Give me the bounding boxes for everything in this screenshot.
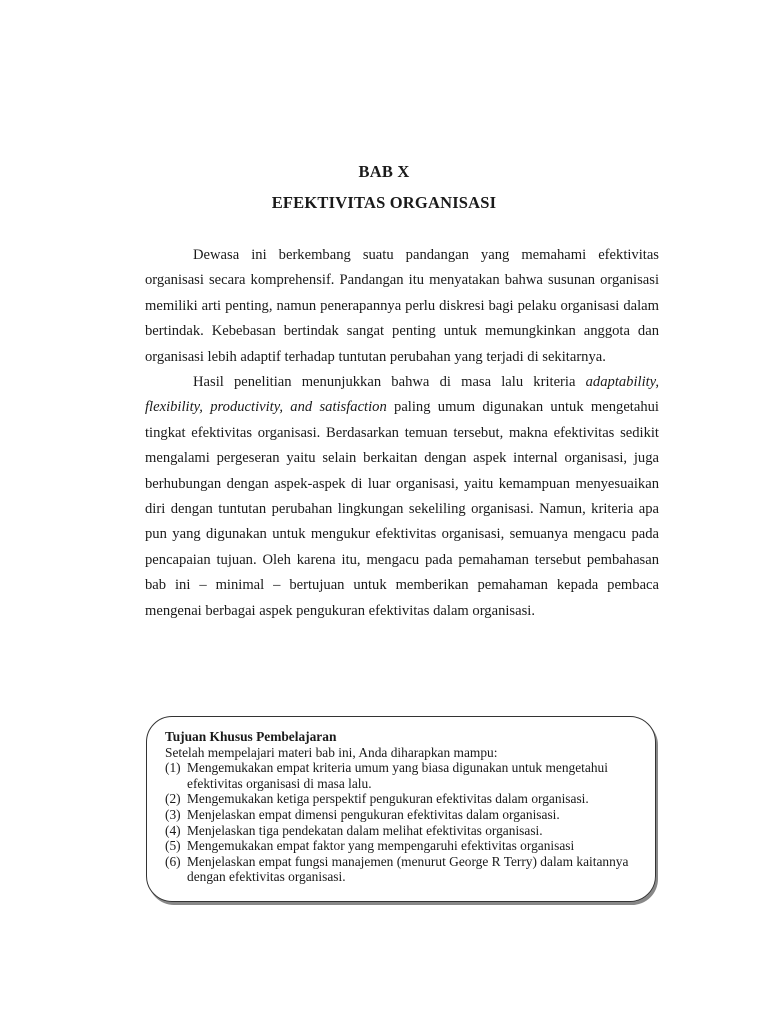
- objective-text: Menjelaskan tiga pendekatan dalam melihat efektivitas organisasi.: [187, 822, 543, 838]
- objective-text: Menjelaskan empat fungsi manajemen (menurut George R Terry) dalam kaitannya dengan efektivitas organisasi.: [187, 853, 629, 885]
- objective-marker: (6): [165, 853, 181, 869]
- objective-marker: (5): [165, 838, 181, 854]
- objective-text: Mengemukakan ketiga perspektif pengukuran efektivitas dalam organisasi.: [187, 791, 589, 807]
- objective-item: [165, 791, 637, 807]
- objective-text: Mengemukakan empat kriteria umum yang biasa digunakan untuk mengetahui efektivitas organisasi di masa lalu.: [187, 760, 608, 791]
- paragraph-2-criteria: adaptability, flexibility, productivity, and satisfaction: [145, 374, 659, 416]
- objectives-list: [165, 760, 637, 885]
- objectives-heading: Tujuan Khusus Pembelajaran: [165, 729, 337, 744]
- objective-item: [165, 854, 637, 885]
- objective-text: Menjelaskan empat dimensi pengukuran efektivitas dalam organisasi.: [187, 806, 560, 822]
- paragraph-2: [145, 370, 659, 624]
- objective-marker: (4): [165, 822, 181, 838]
- objective-item: [165, 807, 637, 823]
- objective-marker: (1): [165, 760, 181, 776]
- body-text: [145, 243, 659, 624]
- paragraph-1: Dewasa ini berkembang suatu pandangan yang memahami efektivitas organisasi secara komprehensif. Pandangan itu menyatakan bahwa susunan organisasi memiliki arti penting, namun penerapannya perlu diskresi bagi pelaku organisasi dalam bertindak. Kebebasan bertindak sangat penting untuk memungkinkan anggota dan organisasi lebih adaptif terhadap tuntutan perubahan yang terjadi di sekitarnya.: [145, 247, 659, 365]
- objective-marker: (2): [165, 791, 181, 807]
- learning-objectives-box: [146, 716, 656, 902]
- objective-text: Mengemukakan empat faktor yang mempengaruhi efektivitas organisasi: [187, 838, 575, 854]
- objective-marker: (3): [165, 806, 181, 822]
- objective-item: [165, 760, 637, 791]
- paragraph-2-rest: paling umum digunakan untuk mengetahui tingkat efektivitas organisasi. Berdasarkan temuan tersebut, makna efektivitas sedikit mengalami pergeseran yaitu selain berkaitan dengan aspek internal organisasi, juga berhubungan dengan aspek-aspek di luar organisasi, yaitu kemampuan menyesuaikan diri dengan tuntutan perubahan lingkungan sekeliling organisasi. Namun, kriteria apa pun yang digunakan untuk mengukur efektivitas organisasi, semuanya mengacu pada pencapaian tujuan. Oleh karena itu, mengacu pada pemahaman tersebut pembahasan bab ini – minimal – bertujuan untuk memberikan pemahaman kepada pembaca mengenai berbagai aspek pengukuran efektivitas dalam organisasi.: [145, 399, 659, 619]
- objectives-intro: Setelah mempelajari materi bab ini, Anda diharapkan mampu:: [165, 744, 498, 760]
- objective-item: [165, 823, 637, 839]
- paragraph-2-lead: Hasil penelitian menunjukkan bahwa di masa lalu kriteria: [193, 374, 586, 391]
- learning-objectives-content: [165, 729, 637, 885]
- objective-item: [165, 838, 637, 854]
- chapter-title: EFEKTIVITAS ORGANISASI: [271, 193, 497, 212]
- chapter-number: BAB X: [358, 162, 410, 181]
